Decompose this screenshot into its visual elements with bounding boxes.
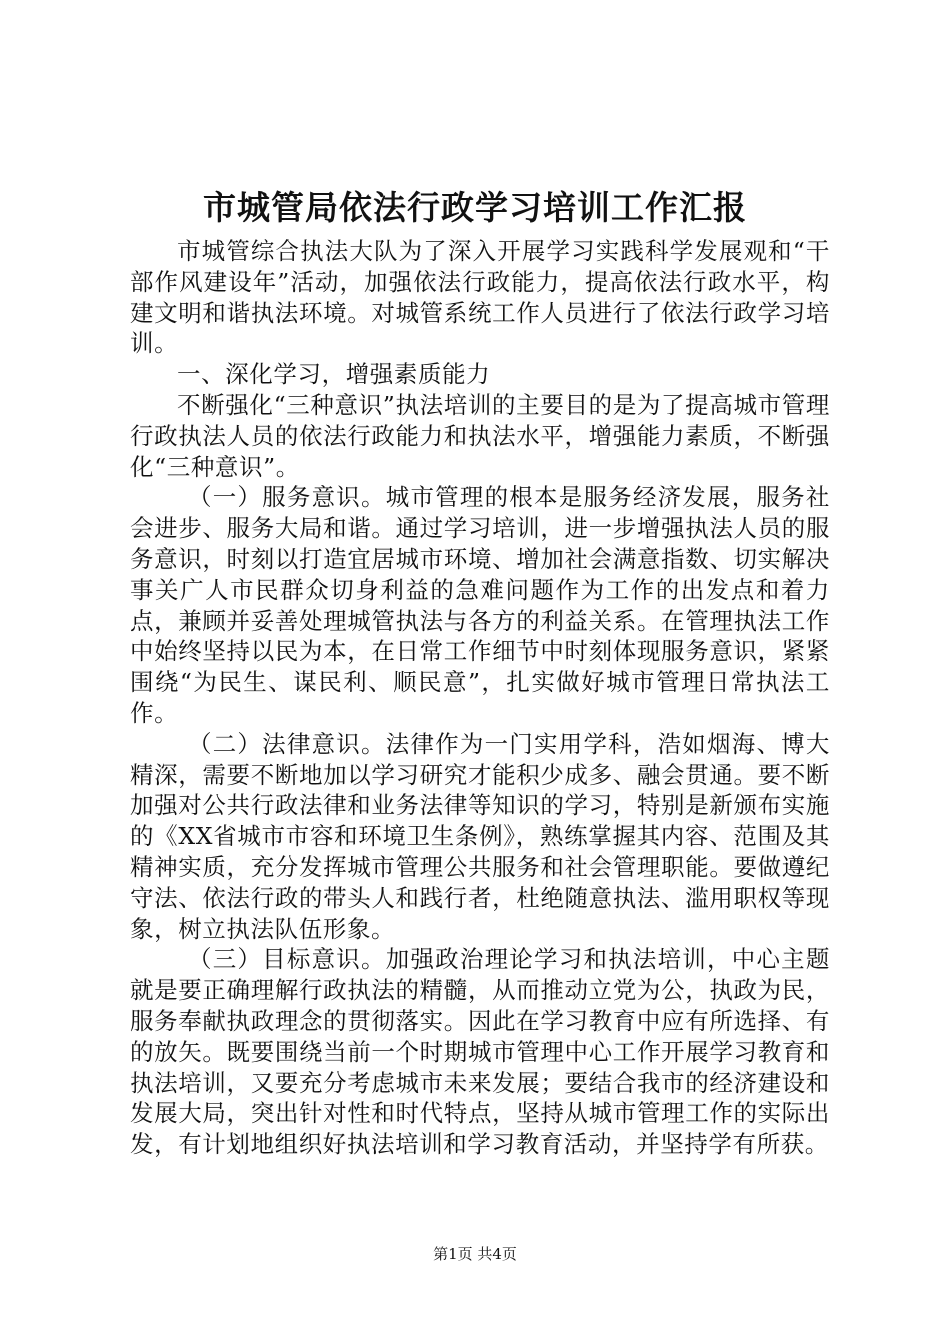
section-heading: 一、深化学习，增强素质能力: [177, 360, 491, 389]
intro-paragraph: 市城管综合执法大队为了深入开展学习实践科学发展观和“干部作风建设年”活动，加强依法行政能力，提高依法行政水平，构建文明和谐执法环境。对城管系统工作人员进行了依法行政学习培训。: [130, 237, 830, 358]
page-number-footer: 第1页 共4页: [433, 1245, 517, 1263]
document-body: [130, 236, 830, 1160]
goal-awareness-paragraph: （三）目标意识。加强政治理论学习和执法培训，中心主题就是要正确理解行政执法的精髓，从而推动立党为公，执政为民，服务奉献执政理念的贯彻落实。因此在学习教育中应有所选择、有的放矢。既要围绕当前一个时期城市管理中心工作开展学习教育和执法培训，又要充分考虑城市未来发展；要结合我市的经济建设和发展大局，突出针对性和时代特点，坚持从城市管理工作的实际出发，有计划地组织好执法培训和学习教育活动，并坚持学有所获。: [130, 945, 830, 1159]
legal-awareness-paragraph: （二）法律意识。法律作为一门实用学科，浩如烟海、博大精深，需要不断地加以学习研究才能积少成多、融会贯通。要不断加强对公共行政法律和业务法律等知识的学习，特别是新颁布实施的《XX省城市市容和环境卫生条例》，熟练掌握其内容、范围及其精神实质，充分发挥城市管理公共服务和社会管理职能。要做遵纪守法、依法行政的带头人和践行者，杜绝随意执法、滥用职权等现象，树立执法队伍形象。: [130, 729, 830, 943]
section-intro-paragraph: 不断强化“三种意识”执法培训的主要目的是为了提高城市管理行政执法人员的依法行政能力和执法水平，增强能力素质，不断强化“三种意识”。: [130, 390, 830, 481]
service-awareness-paragraph: （一）服务意识。城市管理的根本是服务经济发展，服务社会进步、服务大局和谐。通过学习培训，进一步增强执法人员的服务意识，时刻以打造宜居城市环境、增加社会满意指数、切实解决事关广人市民群众切身利益的急难问题作为工作的出发点和着力点，兼顾并妥善处理城管执法与各方的利益关系。在管理执法工作中始终坚持以民为本，在日常工作细节中时刻体现服务意识，紧紧围绕“为民生、谋民利、顺民意”，扎实做好城市管理日常执法工作。: [130, 483, 830, 727]
document-title: 市城管局依法行政学习培训工作汇报: [203, 188, 747, 227]
